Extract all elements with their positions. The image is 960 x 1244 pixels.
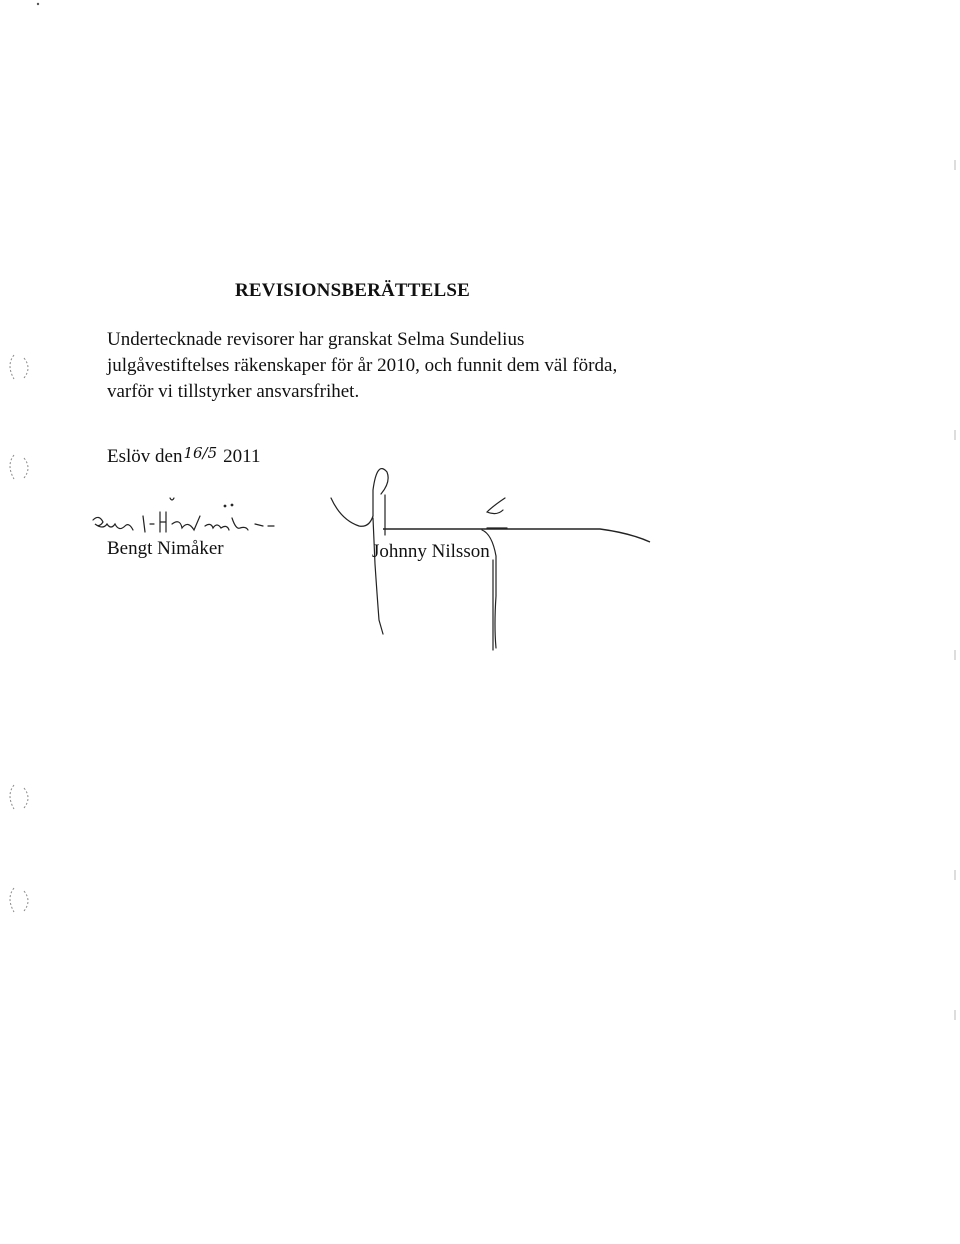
body-line: julgåvestiftelses räkenskaper för år 2010, och funnit dem väl förda, (107, 355, 618, 376)
punch-hole-marks (10, 355, 28, 912)
place-and-date (107, 446, 260, 468)
punch-hole-3 (10, 785, 28, 809)
body-paragraph (107, 327, 617, 405)
corner-speck (37, 3, 39, 5)
document-title: REVISIONSBERÄTTELSE (235, 280, 471, 301)
punch-hole-4 (10, 888, 28, 912)
handwritten-date: 16/5 (183, 444, 218, 462)
signature-bengt-nimaker (93, 498, 274, 532)
punch-hole-1 (10, 355, 28, 379)
place-label: Eslöv den (107, 446, 183, 467)
punch-hole-2 (10, 455, 28, 479)
signatory-name-johnny: Johnny Nilsson (372, 541, 490, 562)
body-line: varför vi tillstyrker ansvarsfrihet. (107, 381, 360, 402)
year: 2011 (223, 446, 261, 467)
body-line: Undertecknade revisorer har granskat Selma Sundelius (107, 329, 525, 350)
signatory-name-bengt: Bengt Nimåker (107, 538, 224, 559)
